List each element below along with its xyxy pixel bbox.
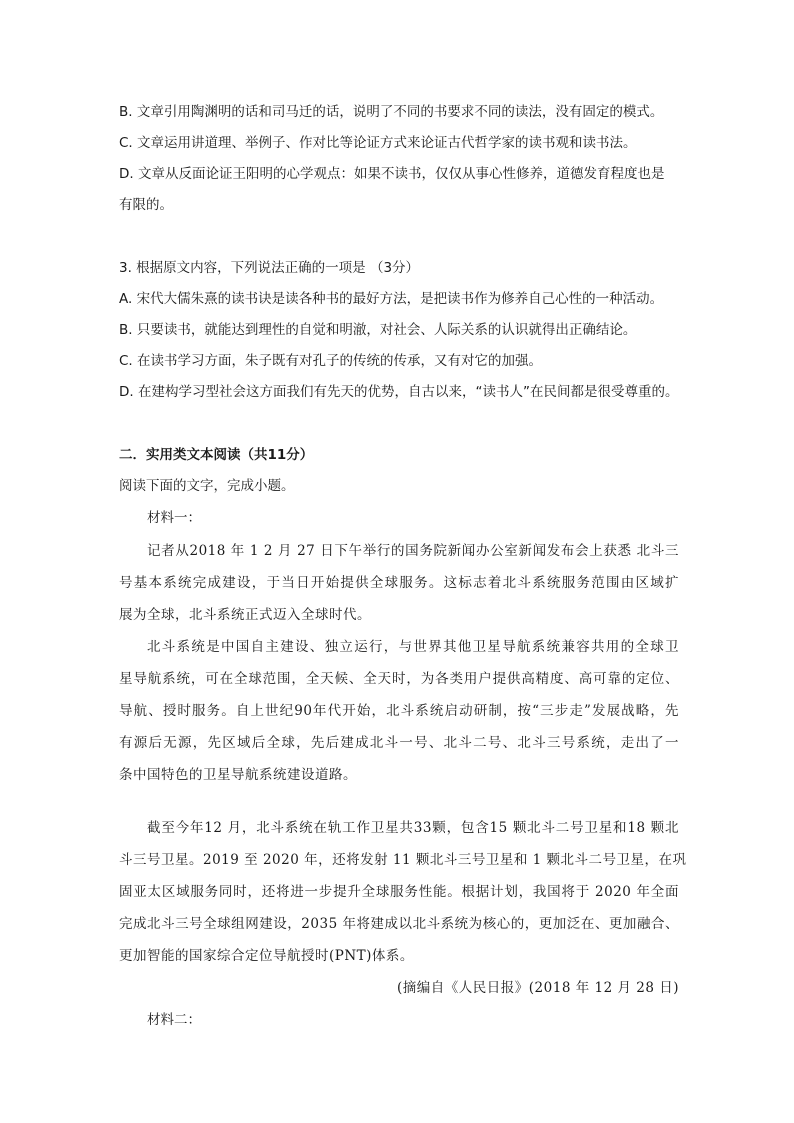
material1-p3-line5: 更加智能的国家综合定位导航授时(PNT)体系。 — [119, 948, 414, 964]
q3-option-c: C. 在读书学习方面，朱子既有对孔子的传统的传承，又有对它的加强。 — [119, 353, 543, 369]
material1-p3-line3: 固亚太区域服务同时，还将进一步提升全球服务性能。根据计划，我国将于 2020 年全面 — [119, 884, 679, 900]
section-instruction: 阅读下面的文字，完成小题。 — [119, 478, 295, 494]
material1-p3-line4: 完成北斗三号全球组网建设，2035 年将建成以北斗系统为核心的，更加泛在、更加融合、 — [119, 916, 679, 932]
q3-stem: 3. 根据原文内容，下列说法正确的一项是 （3分） — [119, 260, 420, 276]
source-citation: (摘编自《人民日报》(2018 年 12 月 28 日) — [397, 980, 679, 996]
material1-p3-line1: 截至今年12 月，北斗系统在轨工作卫星共33颗，包含15 颗北斗二号卫星和18 颗北 — [147, 820, 679, 836]
q2-option-d-line1: D. 文章从反面论证王阳明的心学观点：如果不读书，仅仅从事心性修养，道德发育程度也是 — [119, 166, 665, 182]
material1-p1-line2: 号基本系统完成建设，于当日开始提供全球服务。这标志着北斗系统服务范围由区域扩 — [119, 575, 679, 591]
material2-label: 材料二： — [147, 1012, 201, 1028]
material1-p1-line3: 展为全球，北斗系统正式迈入全球时代。 — [119, 607, 371, 623]
material1-p1-line1: 记者从2018 年 1 2 月 27 日下午举行的国务院新闻办公室新闻发布会上获悉 北斗三 — [147, 543, 679, 559]
q3-option-a: A. 宋代大儒朱熹的读书诀是读各种书的最好方法，是把读书作为修养自己心性的一种活动。 — [119, 291, 664, 307]
material1-p2-line1: 北斗系统是中国自主建设、独立运行，与世界其他卫星导航系统兼容共用的全球卫 — [147, 639, 679, 655]
q2-option-c: C. 文章运用讲道理、举例子、作对比等论证方式来论证古代哲学家的读书观和读书法。 — [119, 135, 637, 151]
material1-p2-line5: 条中国特色的卫星导航系统建设道路。 — [119, 767, 357, 783]
q3-option-b: B. 只要读书，就能达到理性的自觉和明澈，对社会、人际关系的认识就得出正确结论。 — [119, 322, 637, 338]
section-heading: 二．实用类文本阅读（共11分） — [119, 447, 314, 463]
q3-option-d: D. 在建构学习型社会这方面我们有先天的优势，自古以来，“读书人”在民间都是很受尊重的。 — [119, 384, 679, 400]
material1-p2-line3: 导航、授时服务。自上世纪90年代开始，北斗系统启动研制，按“三步走”发展战略，先 — [119, 703, 679, 719]
q2-option-d-line2: 有限的。 — [119, 197, 173, 213]
material1-p2-line4: 有源后无源，先区域后全球，先后建成北斗一号、北斗二号、北斗三号系统，走出了一 — [119, 735, 679, 751]
material1-label: 材料一： — [147, 510, 201, 526]
material1-p2-line2: 星导航系统，可在全球范围，全天候、全天时，为各类用户提供高精度、高可靠的定位、 — [119, 671, 679, 687]
material1-p3-line2: 斗三号卫星。2019 至 2020 年，还将发射 11 颗北斗三号卫星和 1 颗北斗二号卫星，在巩 — [119, 852, 687, 868]
q2-option-b: B. 文章引用陶渊明的话和司马迁的话，说明了不同的书要求不同的读法，没有固定的模式。 — [119, 104, 664, 120]
